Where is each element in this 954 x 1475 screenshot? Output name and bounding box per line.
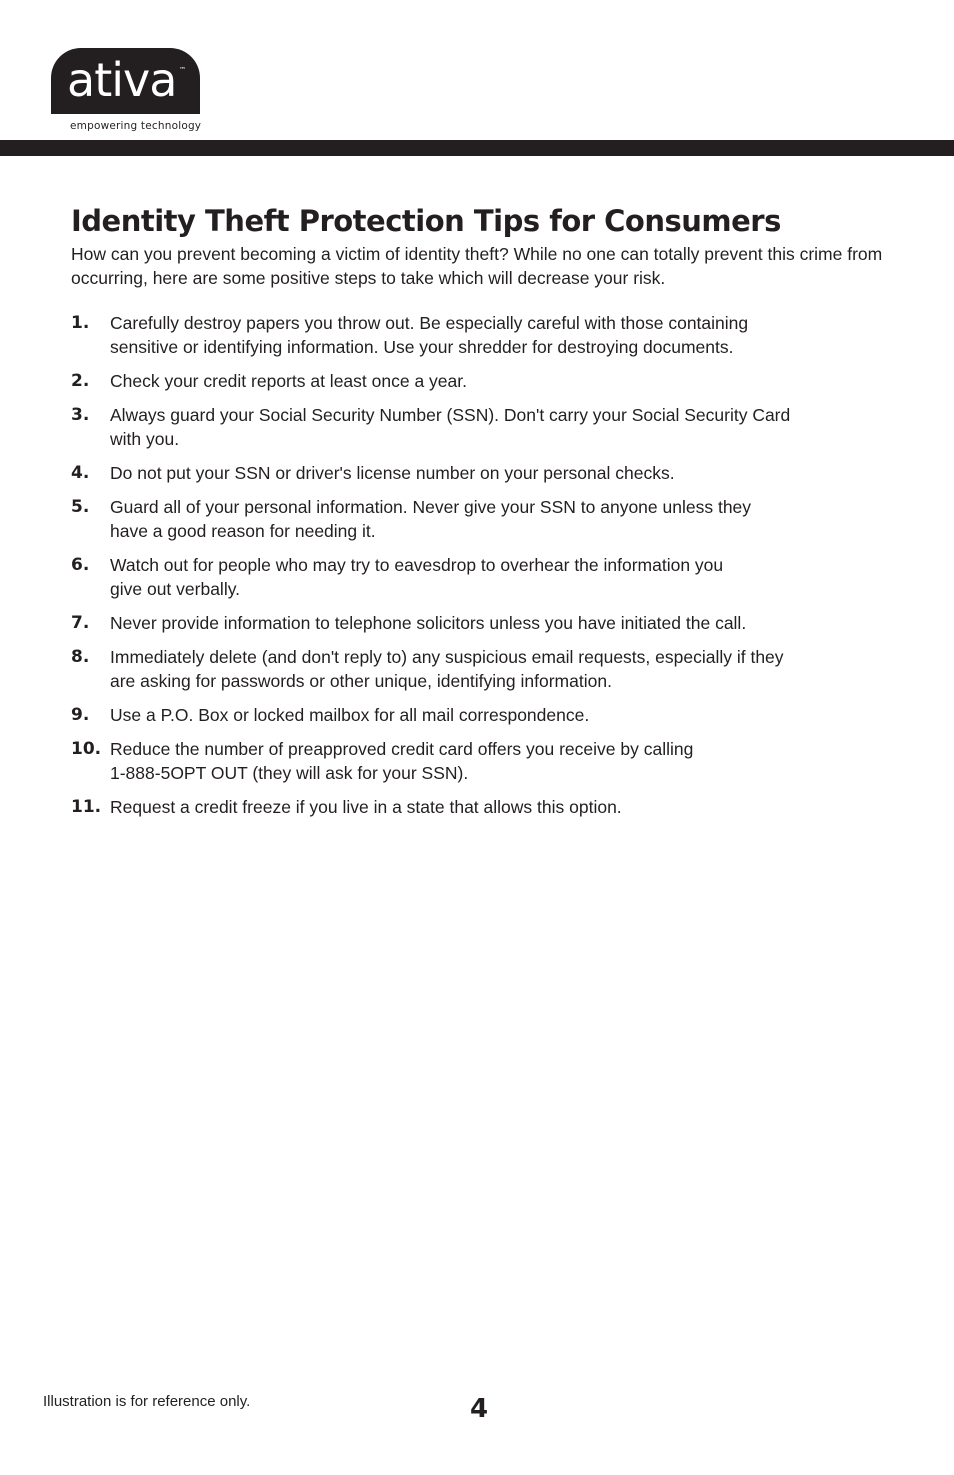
intro-paragraph: How can you prevent becoming a victim of identity theft? While no one can totally prevent this crime from occurring, here are some positive steps to take which will decrease your risk. [71,244,883,288]
item-text: Request a credit freeze if you live in a state that allows this option. [110,797,622,817]
item-text: Immediately delete (and don't reply to) any suspicious email requests, especially if they are asking for passwords or other unique, identifying information. [110,647,784,691]
page-number: 4 [470,1394,489,1424]
item-text: Do not put your SSN or driver's license number on your personal checks. [110,463,675,483]
item-number: 9. [71,705,90,725]
item-text: Carefully destroy papers you throw out. Be especially careful with those containing sensitive or identifying information. Use your shredder for destroying documents. [110,313,749,357]
item-text: Reduce the number of preapproved credit card offers you receive by calling 1-888-5OPT OUT (they will ask for your SSN). [110,739,694,783]
item-number: 2. [71,371,90,391]
item-number: 7. [71,613,90,633]
list-item [71,311,831,359]
item-text: Guard all of your personal information. Never give your SSN to anyone unless they have a good reason for needing it. [110,497,752,541]
list-item [71,495,831,543]
logo-trademark: ™ [179,66,186,74]
ativa-logo [51,48,200,114]
list-item [71,611,831,635]
page-title: Identity Theft Protection Tips for Consumers [71,204,781,238]
item-text: Always guard your Social Security Number (SSN). Don't carry your Social Security Card with you. [110,405,791,449]
item-number: 11. [71,797,102,817]
list-item [71,461,831,485]
item-number: 4. [71,463,90,483]
list-item [71,369,831,393]
list-item [71,795,831,819]
footer-note: Illustration is for reference only. [43,1393,251,1410]
item-text: Watch out for people who may try to eavesdrop to overhear the information you give out verbally. [110,555,724,599]
item-text: Check your credit reports at least once a year. [110,371,467,391]
logo-tagline: empowering technology [70,120,202,132]
item-text: Use a P.O. Box or locked mailbox for all mail correspondence. [110,705,590,725]
list-item [71,737,831,785]
item-number: 6. [71,555,90,575]
item-text: Never provide information to telephone solicitors unless you have initiated the call. [110,613,747,633]
header-divider-bar [0,140,954,156]
tips-list [71,311,831,829]
list-item [71,703,831,727]
logo-wordmark: ativa [67,53,177,107]
item-number: 8. [71,647,90,667]
list-item [71,403,831,451]
list-item [71,553,831,601]
item-number: 5. [71,497,90,517]
list-item [71,645,831,693]
item-number: 3. [71,405,90,425]
item-number: 10. [71,739,102,759]
item-number: 1. [71,313,90,333]
